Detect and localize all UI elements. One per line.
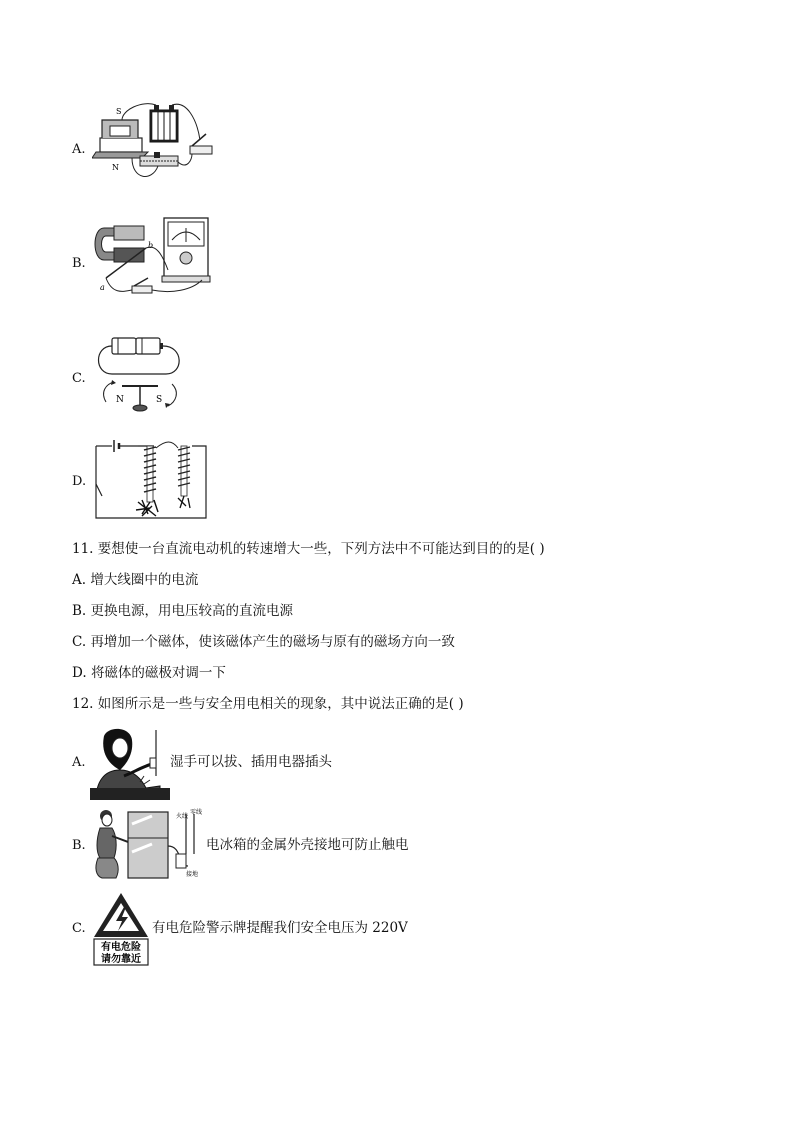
b-b-label: b bbox=[148, 241, 154, 250]
q12-option-b-text: 电冰箱的金属外壳接地可防止触电 bbox=[206, 837, 409, 853]
q12-option-b-figure-fridge-ground bbox=[92, 806, 204, 882]
b-a-label: a bbox=[100, 283, 105, 292]
b-fire-line-label: 火线 bbox=[176, 813, 189, 820]
a-s-label: S bbox=[116, 107, 122, 116]
question-11-option-c[interactable] bbox=[72, 633, 455, 651]
a-n-label: N bbox=[112, 163, 119, 172]
b-ground-label: 接地 bbox=[186, 871, 199, 878]
c-s-label: S bbox=[156, 395, 163, 405]
q12-option-a-letter: A. bbox=[72, 755, 86, 770]
b-zero-line-label: 零线 bbox=[190, 809, 203, 816]
option-text: 将磁体的磁极对调一下 bbox=[90, 665, 226, 681]
option-c-figure-solenoid-compass bbox=[92, 330, 188, 416]
option-b-letter: B. bbox=[72, 256, 86, 271]
option-c-letter: C. bbox=[72, 371, 86, 386]
option-letter: B. bbox=[72, 603, 87, 619]
option-letter: D. bbox=[72, 665, 87, 681]
sign-line-1: 有电危险 bbox=[101, 942, 141, 953]
q12-option-a-text: 湿手可以拔、插用电器插头 bbox=[170, 754, 332, 770]
question-11-option-a[interactable] bbox=[72, 571, 198, 589]
question-11-stem: 11. 要想使一台直流电动机的转速增大一些，下列方法中不可能达到目的的是( ) bbox=[72, 541, 545, 557]
question-11-option-b[interactable] bbox=[72, 602, 293, 620]
option-a-figure-motor-circuit bbox=[92, 100, 216, 186]
option-text: 增大线圈中的电流 bbox=[90, 572, 199, 588]
sign-line-2: 请勿靠近 bbox=[101, 954, 141, 965]
q12-option-b-letter: B. bbox=[72, 838, 86, 853]
option-letter: C. bbox=[72, 634, 87, 650]
q12-option-a-figure-wet-hands bbox=[90, 726, 170, 800]
q12-option-c-text: 有电危险警示牌提醒我们安全电压为 220V bbox=[152, 920, 408, 936]
question-12-stem: 12. 如图所示是一些与安全用电相关的现象，其中说法正确的是( ) bbox=[72, 696, 464, 712]
question-11-option-d[interactable] bbox=[72, 664, 226, 682]
option-letter: A. bbox=[72, 572, 87, 588]
option-text: 更换电源，用电压较高的直流电源 bbox=[90, 603, 294, 619]
option-text: 再增加一个磁体，使该磁体产生的磁场与原有的磁场方向一致 bbox=[90, 634, 455, 650]
option-b-figure-generator bbox=[92, 214, 216, 300]
option-a-letter: A. bbox=[72, 142, 86, 157]
q12-option-c-figure-warning-sign bbox=[92, 891, 150, 967]
option-d-letter: D. bbox=[72, 474, 87, 489]
q12-option-c-letter: C. bbox=[72, 921, 86, 936]
c-n-label: N bbox=[116, 395, 124, 405]
option-d-figure-electromagnets bbox=[92, 436, 212, 522]
